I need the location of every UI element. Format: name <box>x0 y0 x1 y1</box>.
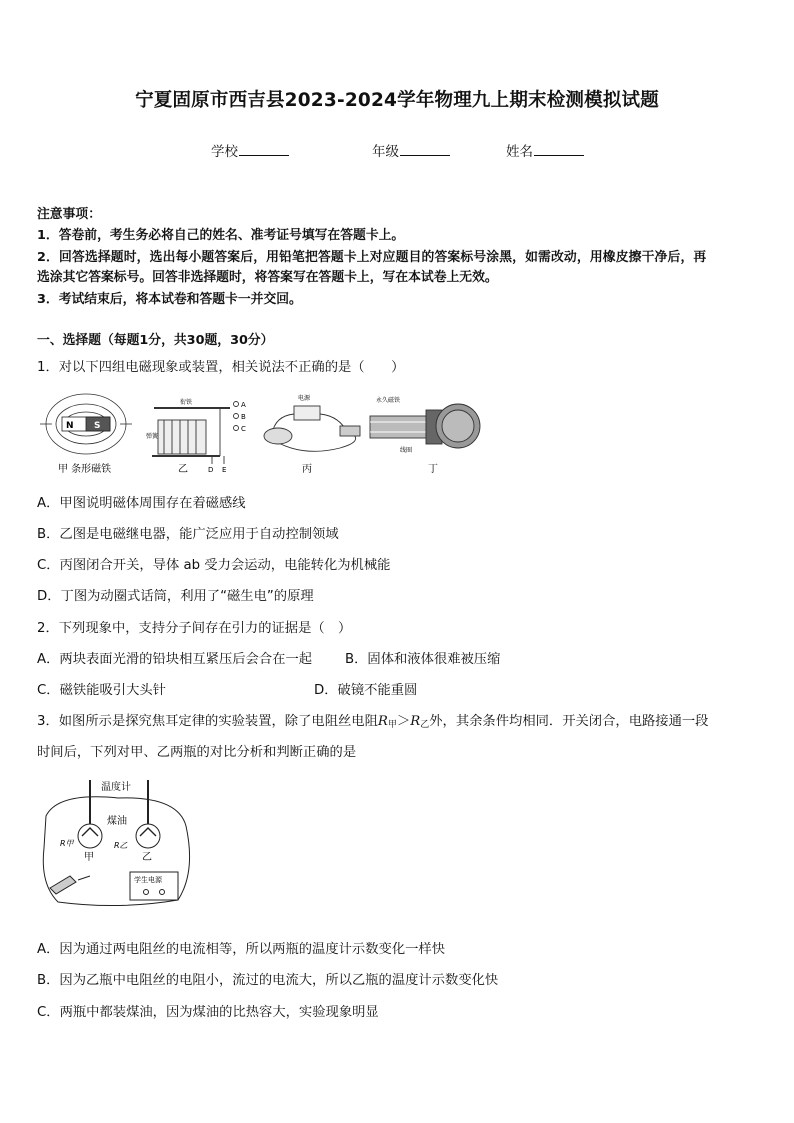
power-supply-label: 学生电源 <box>134 876 162 884</box>
r-symbol: R <box>377 714 388 729</box>
option[interactable]: B．固体和液体很难被压缩 <box>345 652 501 667</box>
question-stem-line2: 时间后，下列对甲、乙两瓶的对比分析和判断正确的是 <box>37 745 357 760</box>
option[interactable]: A．甲图说明磁体周围存在着磁感线 <box>37 496 246 511</box>
grade-blank[interactable] <box>400 143 450 156</box>
option[interactable]: D．破镜不能重圆 <box>314 683 418 698</box>
q1-figure <box>40 386 485 476</box>
option[interactable]: A．因为通过两电阻丝的电流相等，所以两瓶的温度计示数变化一样快 <box>37 942 446 957</box>
name-blank[interactable] <box>534 143 584 156</box>
option[interactable]: C．磁铁能吸引大头针 <box>37 683 166 698</box>
r-jia-label: R甲 <box>60 839 74 848</box>
option[interactable]: D．丁图为动圈式话筒，利用了“磁生电”的原理 <box>37 589 314 604</box>
question-stem: 1．对以下四组电磁现象或装置，相关说法不正确的是（ ） <box>37 360 405 375</box>
r-sub-yi: 乙 <box>420 720 430 730</box>
kerosene-label: 煤油 <box>107 816 127 827</box>
armature-label: 衔铁 <box>180 399 193 406</box>
terminal-b: B <box>241 413 246 421</box>
question-stem: 2．下列现象中，支持分子间存在引力的证据是（ ） <box>37 621 352 636</box>
gt-symbol: ＞ <box>396 714 411 729</box>
terminal-e: E <box>222 466 227 474</box>
name-field[interactable] <box>506 140 584 160</box>
notice-item: 3．考试结束后，将本试卷和答题卡一并交回。 <box>37 292 302 307</box>
notice-heading: 注意事项： <box>37 207 101 222</box>
terminal-d: D <box>208 466 214 474</box>
fig-label-yi: 乙 <box>178 464 188 475</box>
spring-label: 弹簧 <box>146 433 159 440</box>
notice-item: 选涂其它答案标号。回答非选择题时，将答案写在答题卡上，写在本试卷上无效。 <box>37 270 498 285</box>
bottle-yi-label: 乙 <box>142 852 152 863</box>
coil-label: 线圈 <box>400 447 413 454</box>
option[interactable]: C．丙图闭合开关，导体 ab 受力会运动，电能转化为机械能 <box>37 558 391 573</box>
r-symbol: R <box>410 714 421 729</box>
n-pole-label: N <box>66 421 74 431</box>
s-pole-label: S <box>94 421 101 431</box>
motor-figure <box>264 406 360 451</box>
fig-label-bing: 丙 <box>302 464 312 475</box>
terminal-c: C <box>241 425 246 433</box>
r-sub-jia: 甲 <box>387 720 397 730</box>
grade-field[interactable] <box>372 140 450 160</box>
question-stem <box>37 710 708 730</box>
q3-figure <box>38 776 198 912</box>
relay-figure <box>152 402 239 465</box>
option[interactable]: C．两瓶中都装煤油，因为煤油的比热容大，实验现象明显 <box>37 1005 379 1020</box>
option[interactable]: B．乙图是电磁继电器，能广泛应用于自动控制领域 <box>37 527 339 542</box>
fig-label-ding: 丁 <box>428 464 438 475</box>
name-label: 姓名 <box>506 144 533 160</box>
notice-item: 2．回答选择题时，选出每小题答案后，用铅笔把答题卡上对应题目的答案标号涂黑，如需改动，用橡皮擦干净后，再 <box>37 250 707 265</box>
stem-part: 外，其余条件均相同．开关闭合，电路接通一段 <box>429 714 709 729</box>
school-blank[interactable] <box>239 143 289 156</box>
notice-item: 1．答卷前，考生务必将自己的姓名、准考证号填写在答题卡上。 <box>37 228 405 243</box>
fig-label-jia: 甲 条形磁铁 <box>58 464 112 475</box>
r-yi-label: R乙 <box>114 841 128 850</box>
bottle-jia-label: 甲 <box>84 852 94 863</box>
option[interactable]: B．因为乙瓶中电阻丝的电阻小，流过的电流大，所以乙瓶的温度计示数变化快 <box>37 973 499 988</box>
microphone-figure <box>370 404 480 448</box>
power-label: 电源 <box>298 395 311 402</box>
bar-magnet-figure <box>40 394 132 454</box>
school-label: 学校 <box>211 144 238 160</box>
school-field[interactable] <box>211 140 289 160</box>
page-title: 宁夏固原市西吉县2023-2024学年物理九上期末检测模拟试题 <box>135 90 659 111</box>
thermometer-label: 温度计 <box>101 782 131 793</box>
stem-part: 3．如图所示是探究焦耳定律的实验装置，除了电阻丝电阻 <box>37 714 378 729</box>
terminal-a: A <box>241 401 246 409</box>
section-heading: 一、选择题（每题1分，共30题，30分） <box>37 333 274 348</box>
magnet-label: 永久磁铁 <box>376 397 401 404</box>
option[interactable]: A．两块表面光滑的铅块相互紧压后会合在一起 <box>37 652 313 667</box>
grade-label: 年级 <box>372 144 399 160</box>
